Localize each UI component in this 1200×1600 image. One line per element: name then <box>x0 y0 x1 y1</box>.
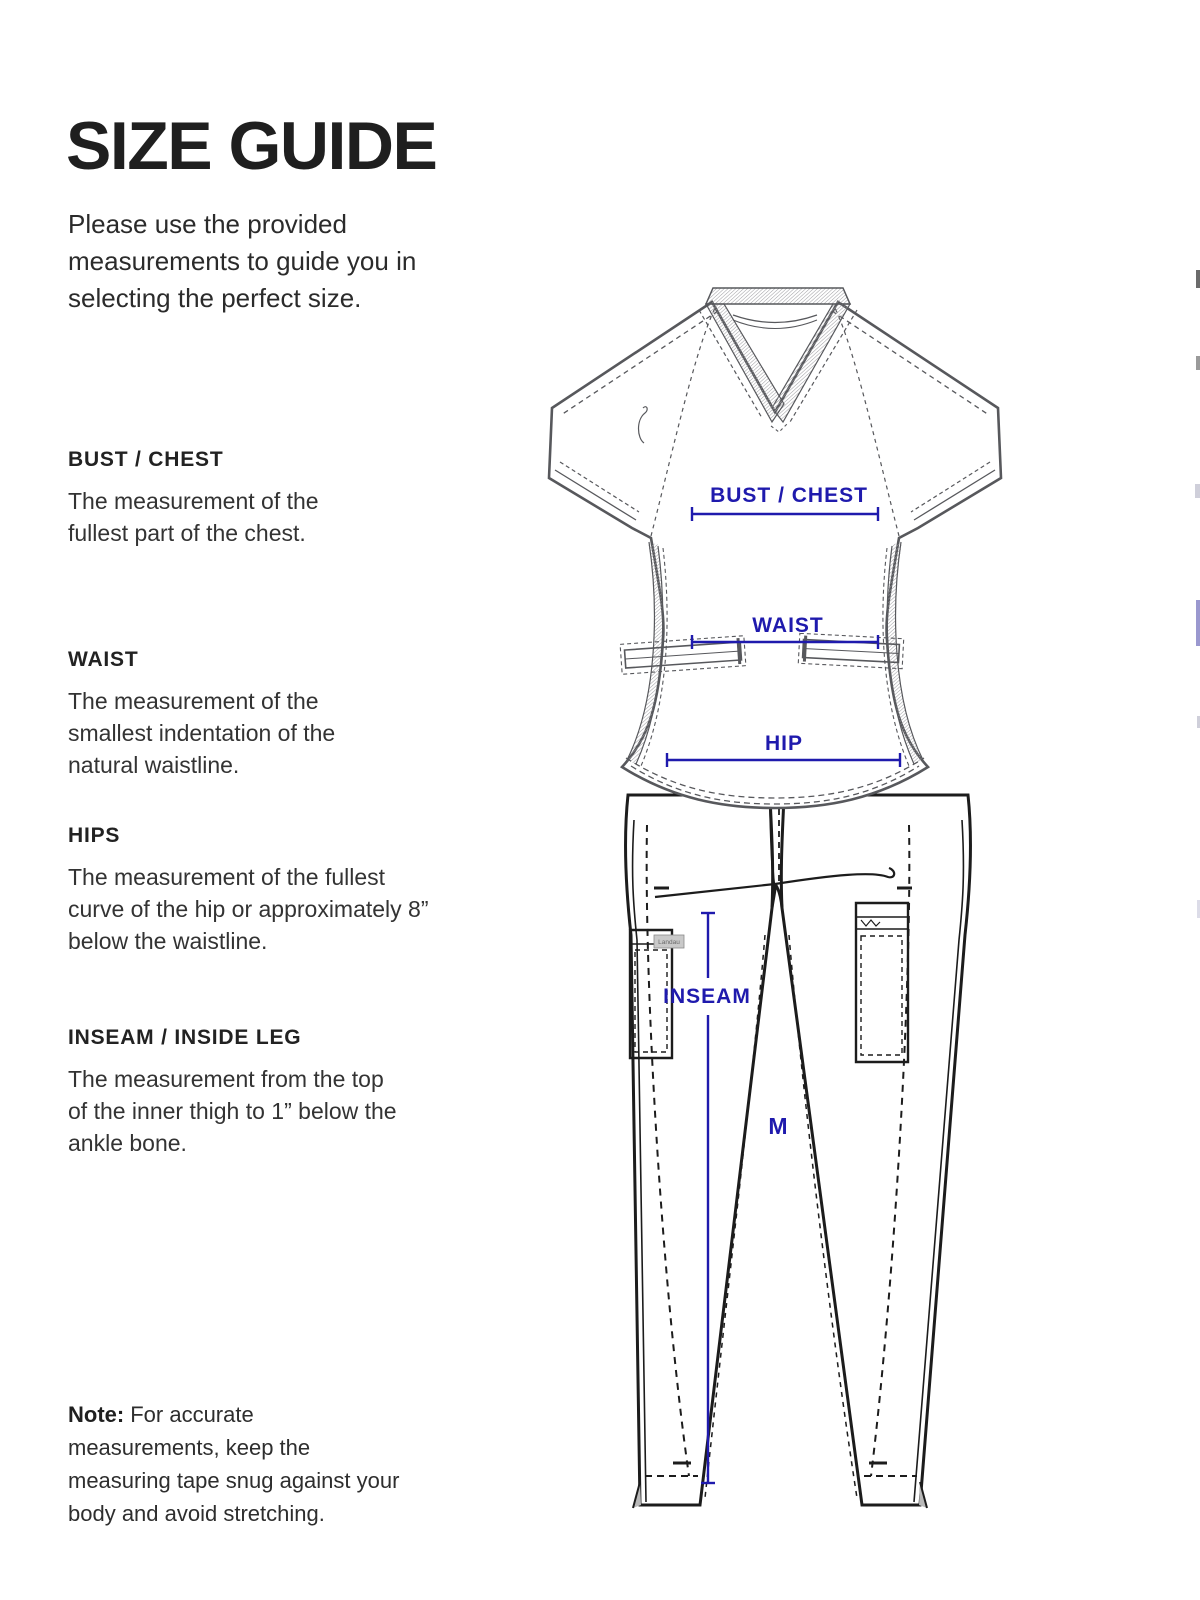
page-title: SIZE GUIDE <box>66 107 437 184</box>
note-body: For accurate measurements, keep the measuring tape snug against your body and avoid stretching. <box>68 1402 400 1526</box>
scrubs-flat-sketch <box>543 280 1013 1520</box>
section-waist-heading: WAIST <box>68 648 139 671</box>
section-hips-heading: HIPS <box>68 824 121 847</box>
scrub-top-sketch <box>549 288 1001 808</box>
cropped-edge-artifact <box>1196 600 1200 646</box>
section-waist-body: The measurement of the smallest indentation of the natural waistline. <box>68 688 336 778</box>
section-waist <box>68 648 380 781</box>
brand-tag-text: Landau <box>658 939 680 946</box>
scrub-pants-sketch <box>625 795 970 1508</box>
note-label: Note: <box>68 1402 125 1427</box>
size-letter: M <box>768 1113 788 1139</box>
cropped-edge-artifact <box>1196 356 1200 370</box>
bust-label: BUST / CHEST <box>710 484 868 507</box>
section-bust-chest <box>68 448 360 549</box>
section-inseam-heading: INSEAM / INSIDE LEG <box>68 1026 302 1049</box>
waist-label: WAIST <box>752 614 824 637</box>
section-inseam <box>68 1026 400 1159</box>
inseam-label: INSEAM <box>663 985 751 1008</box>
note-text <box>68 1398 400 1530</box>
hip-label: HIP <box>764 732 804 755</box>
section-bust-heading: BUST / CHEST <box>68 448 224 471</box>
cropped-edge-artifact <box>1195 484 1200 498</box>
garment-diagram <box>543 280 1013 1520</box>
cropped-edge-artifact <box>1196 270 1200 288</box>
section-hips-body: The measurement of the fullest curve of the hip or approximately 8” below the waistline. <box>68 864 429 954</box>
section-hips <box>68 824 446 957</box>
section-bust-body: The measurement of the fullest part of the chest. <box>68 488 319 546</box>
intro-text: Please use the provided measurements to guide you in selecting the perfect size. <box>68 209 417 313</box>
section-inseam-body: The measurement from the top of the inner thigh to 1” below the ankle bone. <box>68 1066 397 1156</box>
